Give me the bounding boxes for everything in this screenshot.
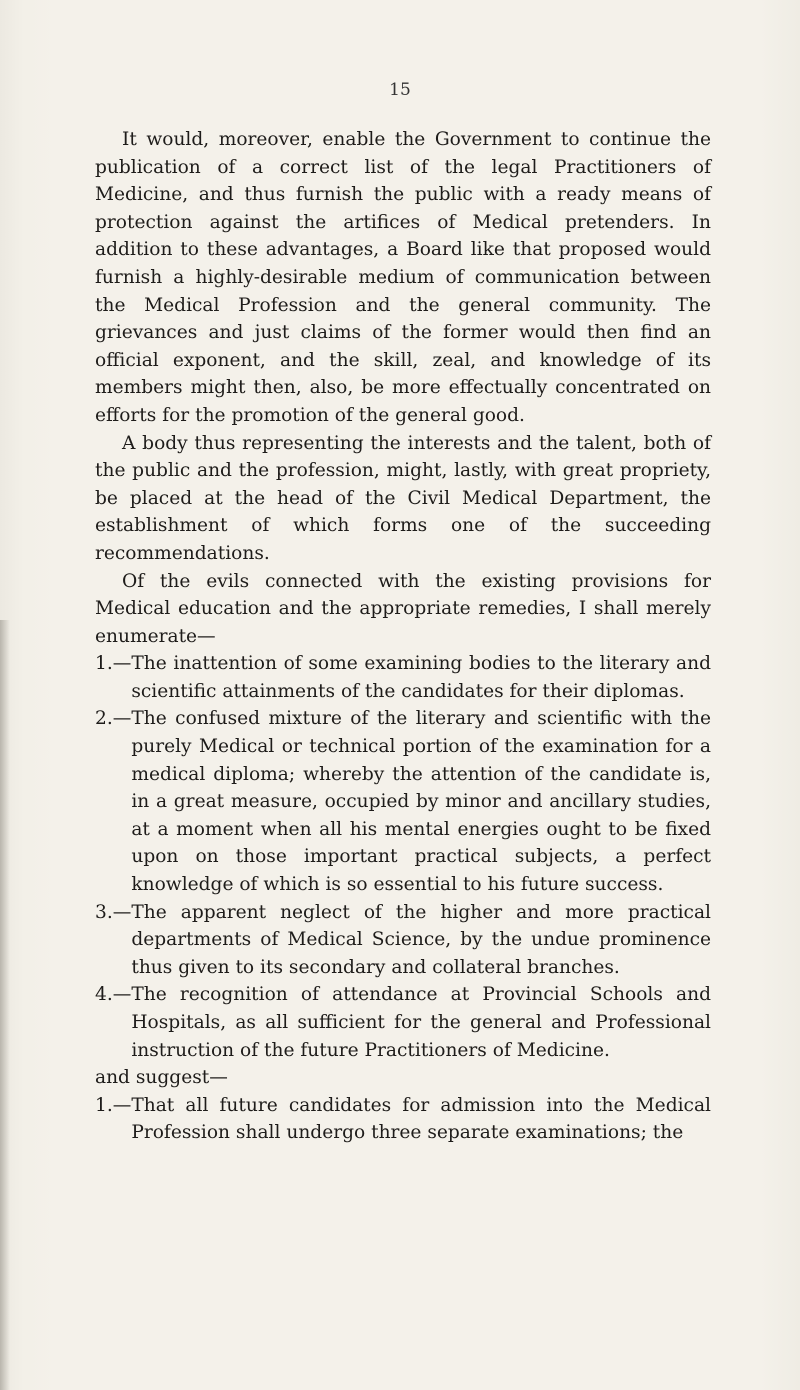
list-item-text: The recognition of attendance at Provincial Schools and Hospitals, as all sufficient for the general and Professional instruction of the future Practitioners of Medicine.	[131, 984, 711, 1061]
evils-list	[95, 650, 711, 1064]
list-item-number: 2.—	[95, 708, 132, 730]
list-item	[95, 899, 711, 982]
suggest-intro: and suggest—	[95, 1067, 228, 1089]
list-item	[95, 650, 711, 705]
list-item-text: The confused mixture of the literary and scientific with the purely Medical or technical portion of the examination for a medical diploma; whereby the attention of the candidate is, in a great measure, occupied by minor and ancillary studies, at a moment when all his mental energies ought to be fixed upon on those important practical subjects, a perfect knowledge of which is so essential to his future success.	[131, 708, 711, 896]
list-item-number: 4.—	[95, 984, 132, 1006]
list-item	[95, 705, 711, 898]
page-number: 15	[389, 80, 411, 100]
list-item-number: 1.—	[95, 1094, 132, 1116]
list-item	[95, 1092, 711, 1147]
body-text	[95, 126, 711, 1147]
list-item-text: That all future candidates for admission into the Medical Profession shall undergo three separate examinations; the	[131, 1094, 711, 1144]
paragraph-2: A body thus representing the interests and the talent, both of the public and the profession, might, lastly, with great propriety, be placed at the head of the Civil Medical Department, the establishment of which forms one of the succeeding recommendations.	[95, 432, 711, 564]
list-item-number: 3.—	[95, 901, 132, 923]
paragraph-1: It would, moreover, enable the Government to continue the publication of a correct list of the legal Practitioners of Medicine, and thus furnish the public with a ready means of protection against the artifices of Medical pretenders. In addition to these advantages, a Board like that proposed would furnish a highly-desirable medium of communication between the Medical Profession and the general community. The grievances and just claims of the former would then find an official exponent, and the skill, zeal, and knowledge of its members might then, also, be more effectually concentrated on efforts for the promotion of the general good.	[95, 129, 711, 426]
paragraph-3: Of the evils connected with the existing provisions for Medical education and the appropriate remedies, I shall merely enumerate—	[95, 570, 711, 647]
list-item-text: The inattention of some examining bodies to the literary and scientific attainments of the candidates for their diplomas.	[131, 653, 711, 702]
list-item	[95, 981, 711, 1064]
list-item-text: The apparent neglect of the higher and more practical departments of Medical Science, by the undue prominence thus given to its secondary and collateral branches.	[131, 901, 711, 978]
suggestions-list	[95, 1092, 711, 1147]
binding-shadow	[0, 620, 10, 1390]
list-item-number: 1.—	[95, 653, 132, 675]
